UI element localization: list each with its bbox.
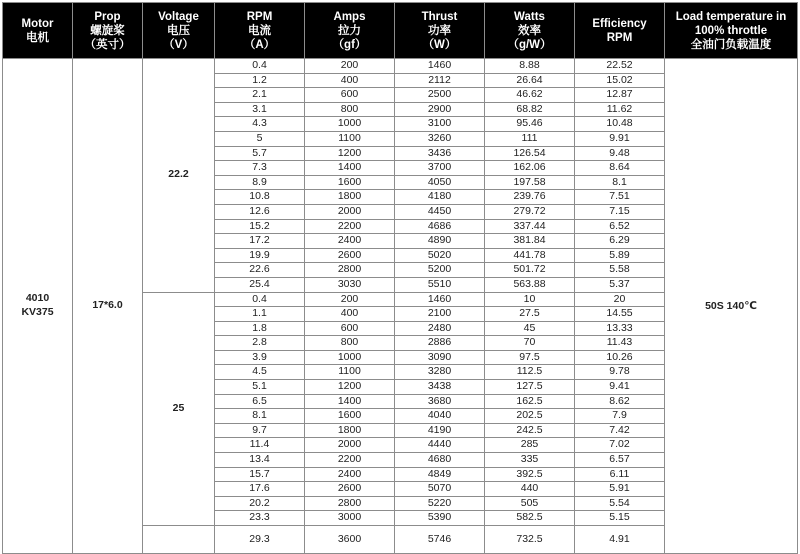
voltage-cell: 25 (143, 292, 215, 526)
header-amps: Amps 拉力 （gf） (305, 3, 395, 59)
amps-cell: 3000 (305, 511, 395, 526)
thrust-cell: 4450 (395, 204, 485, 219)
amps-cell: 200 (305, 59, 395, 74)
thrust-cell: 4849 (395, 467, 485, 482)
watts-cell: 68.82 (485, 102, 575, 117)
watts-cell: 563.88 (485, 277, 575, 292)
watts-cell: 202.5 (485, 409, 575, 424)
amps-cell: 1800 (305, 190, 395, 205)
thrust-cell: 4686 (395, 219, 485, 234)
rpm-cell: 2.8 (215, 336, 305, 351)
amps-cell: 1100 (305, 131, 395, 146)
amps-cell: 1000 (305, 350, 395, 365)
rpm-cell: 13.4 (215, 453, 305, 468)
amps-cell: 200 (305, 292, 395, 307)
amps-cell: 2000 (305, 204, 395, 219)
rpm-cell: 22.6 (215, 263, 305, 278)
table-row (3, 59, 798, 74)
watts-cell: 279.72 (485, 204, 575, 219)
header-row (3, 3, 798, 59)
amps-cell: 600 (305, 321, 395, 336)
header-thrust: Thrust 功率 （W） (395, 3, 485, 59)
efficiency-cell: 5.15 (575, 511, 665, 526)
prop-cell: 17*6.0 (73, 59, 143, 554)
thrust-cell: 4040 (395, 409, 485, 424)
efficiency-cell: 7.51 (575, 190, 665, 205)
efficiency-cell: 4.91 (575, 526, 665, 554)
rpm-cell: 8.9 (215, 175, 305, 190)
thrust-cell: 5746 (395, 526, 485, 554)
amps-cell: 2000 (305, 438, 395, 453)
efficiency-cell: 8.64 (575, 161, 665, 176)
amps-cell: 2800 (305, 263, 395, 278)
header-efficiency: Efficiency RPM (575, 3, 665, 59)
header-prop: Prop 螺旋桨 （英寸） (73, 3, 143, 59)
header-watts: Watts 效率 （g/W） (485, 3, 575, 59)
rpm-cell: 11.4 (215, 438, 305, 453)
efficiency-cell: 5.58 (575, 263, 665, 278)
amps-cell: 3600 (305, 526, 395, 554)
amps-cell: 1400 (305, 161, 395, 176)
watts-cell: 126.54 (485, 146, 575, 161)
thrust-cell: 5220 (395, 496, 485, 511)
watts-cell: 285 (485, 438, 575, 453)
thrust-cell: 3280 (395, 365, 485, 380)
rpm-cell: 25.4 (215, 277, 305, 292)
motor-kv: KV375 (21, 306, 54, 318)
rpm-cell: 1.8 (215, 321, 305, 336)
rpm-cell: 15.2 (215, 219, 305, 234)
thrust-cell: 5070 (395, 482, 485, 497)
thrust-cell: 4890 (395, 234, 485, 249)
motor-cell (3, 59, 73, 554)
rpm-cell: 15.7 (215, 467, 305, 482)
header-voltage: Voltage 电压 （V） (143, 3, 215, 59)
thrust-cell: 3438 (395, 380, 485, 395)
watts-cell: 335 (485, 453, 575, 468)
thrust-cell: 3700 (395, 161, 485, 176)
rpm-cell: 7.3 (215, 161, 305, 176)
rpm-cell: 17.6 (215, 482, 305, 497)
thrust-cell: 4190 (395, 423, 485, 438)
efficiency-cell: 11.62 (575, 102, 665, 117)
watts-cell: 732.5 (485, 526, 575, 554)
watts-cell: 440 (485, 482, 575, 497)
amps-cell: 600 (305, 88, 395, 103)
voltage-cell: 22.2 (143, 59, 215, 293)
thrust-cell: 3090 (395, 350, 485, 365)
rpm-cell: 4.3 (215, 117, 305, 132)
amps-cell: 3030 (305, 277, 395, 292)
efficiency-cell: 7.9 (575, 409, 665, 424)
rpm-cell: 3.1 (215, 102, 305, 117)
thrust-cell: 4680 (395, 453, 485, 468)
watts-cell: 337.44 (485, 219, 575, 234)
watts-cell: 112.5 (485, 365, 575, 380)
header-rpm: RPM 电流 （A） (215, 3, 305, 59)
efficiency-cell: 10.26 (575, 350, 665, 365)
efficiency-cell: 6.11 (575, 467, 665, 482)
thrust-cell: 2500 (395, 88, 485, 103)
watts-cell: 70 (485, 336, 575, 351)
efficiency-cell: 5.54 (575, 496, 665, 511)
watts-cell: 381.84 (485, 234, 575, 249)
efficiency-cell: 9.78 (575, 365, 665, 380)
efficiency-cell: 7.02 (575, 438, 665, 453)
amps-cell: 1800 (305, 423, 395, 438)
efficiency-cell: 6.52 (575, 219, 665, 234)
efficiency-cell: 10.48 (575, 117, 665, 132)
efficiency-cell: 9.41 (575, 380, 665, 395)
rpm-cell: 0.4 (215, 59, 305, 74)
efficiency-cell: 6.29 (575, 234, 665, 249)
watts-cell: 8.88 (485, 59, 575, 74)
thrust-cell: 1460 (395, 292, 485, 307)
amps-cell: 1400 (305, 394, 395, 409)
amps-cell: 1100 (305, 365, 395, 380)
header-motor: Motor 电机 (3, 3, 73, 59)
amps-cell: 800 (305, 336, 395, 351)
rpm-cell: 4.5 (215, 365, 305, 380)
thrust-cell: 5390 (395, 511, 485, 526)
watts-cell: 127.5 (485, 380, 575, 395)
thrust-cell: 1460 (395, 59, 485, 74)
thrust-cell: 4050 (395, 175, 485, 190)
efficiency-cell: 9.48 (575, 146, 665, 161)
watts-cell: 197.58 (485, 175, 575, 190)
watts-cell: 239.76 (485, 190, 575, 205)
header-load-temperature: Load temperature in 100% throttle 全油门负载温度 (665, 3, 798, 59)
watts-cell: 242.5 (485, 423, 575, 438)
rpm-cell: 9.7 (215, 423, 305, 438)
amps-cell: 2800 (305, 496, 395, 511)
rpm-cell: 0.4 (215, 292, 305, 307)
watts-cell: 45 (485, 321, 575, 336)
table-body (3, 59, 798, 554)
rpm-cell: 5.1 (215, 380, 305, 395)
thrust-cell: 5200 (395, 263, 485, 278)
load-temperature-value: 50S 140℃ (705, 300, 757, 312)
rpm-cell: 12.6 (215, 204, 305, 219)
watts-cell: 26.64 (485, 73, 575, 88)
amps-cell: 2200 (305, 453, 395, 468)
amps-cell: 2600 (305, 482, 395, 497)
voltage-empty-cell (143, 526, 215, 554)
thrust-cell: 2900 (395, 102, 485, 117)
rpm-cell: 2.1 (215, 88, 305, 103)
efficiency-cell: 5.89 (575, 248, 665, 263)
thrust-cell: 3436 (395, 146, 485, 161)
rpm-cell: 5 (215, 131, 305, 146)
amps-cell: 1600 (305, 409, 395, 424)
amps-cell: 400 (305, 307, 395, 322)
efficiency-cell: 14.55 (575, 307, 665, 322)
watts-cell: 10 (485, 292, 575, 307)
motor-spec-table (2, 2, 798, 554)
efficiency-cell: 7.15 (575, 204, 665, 219)
amps-cell: 1200 (305, 146, 395, 161)
thrust-cell: 4180 (395, 190, 485, 205)
thrust-cell: 3260 (395, 131, 485, 146)
amps-cell: 400 (305, 73, 395, 88)
rpm-cell: 1.2 (215, 73, 305, 88)
watts-cell: 392.5 (485, 467, 575, 482)
watts-cell: 162.06 (485, 161, 575, 176)
motor-model: 4010 (25, 292, 50, 305)
watts-cell: 46.62 (485, 88, 575, 103)
watts-cell: 501.72 (485, 263, 575, 278)
rpm-cell: 23.3 (215, 511, 305, 526)
watts-cell: 162.5 (485, 394, 575, 409)
load-temperature-cell (665, 59, 798, 554)
watts-cell: 97.5 (485, 350, 575, 365)
rpm-cell: 3.9 (215, 350, 305, 365)
rpm-cell: 19.9 (215, 248, 305, 263)
amps-cell: 2200 (305, 219, 395, 234)
watts-cell: 582.5 (485, 511, 575, 526)
watts-cell: 505 (485, 496, 575, 511)
rpm-cell: 6.5 (215, 394, 305, 409)
amps-cell: 1000 (305, 117, 395, 132)
rpm-cell: 5.7 (215, 146, 305, 161)
watts-cell: 27.5 (485, 307, 575, 322)
amps-cell: 2600 (305, 248, 395, 263)
amps-cell: 2400 (305, 234, 395, 249)
thrust-cell: 2480 (395, 321, 485, 336)
efficiency-cell: 8.62 (575, 394, 665, 409)
thrust-cell: 2100 (395, 307, 485, 322)
efficiency-cell: 5.37 (575, 277, 665, 292)
efficiency-cell: 15.02 (575, 73, 665, 88)
rpm-cell: 10.8 (215, 190, 305, 205)
thrust-cell: 4440 (395, 438, 485, 453)
amps-cell: 800 (305, 102, 395, 117)
efficiency-cell: 5.91 (575, 482, 665, 497)
watts-cell: 95.46 (485, 117, 575, 132)
thrust-cell: 2886 (395, 336, 485, 351)
rpm-cell: 20.2 (215, 496, 305, 511)
thrust-cell: 3680 (395, 394, 485, 409)
thrust-cell: 5020 (395, 248, 485, 263)
efficiency-cell: 20 (575, 292, 665, 307)
efficiency-cell: 9.91 (575, 131, 665, 146)
efficiency-cell: 7.42 (575, 423, 665, 438)
efficiency-cell: 13.33 (575, 321, 665, 336)
rpm-cell: 17.2 (215, 234, 305, 249)
thrust-cell: 5510 (395, 277, 485, 292)
thrust-cell: 3100 (395, 117, 485, 132)
efficiency-cell: 12.87 (575, 88, 665, 103)
efficiency-cell: 6.57 (575, 453, 665, 468)
rpm-cell: 1.1 (215, 307, 305, 322)
efficiency-cell: 22.52 (575, 59, 665, 74)
rpm-cell: 29.3 (215, 526, 305, 554)
watts-cell: 441.78 (485, 248, 575, 263)
amps-cell: 1600 (305, 175, 395, 190)
amps-cell: 1200 (305, 380, 395, 395)
watts-cell: 111 (485, 131, 575, 146)
efficiency-cell: 11.43 (575, 336, 665, 351)
amps-cell: 2400 (305, 467, 395, 482)
efficiency-cell: 8.1 (575, 175, 665, 190)
rpm-cell: 8.1 (215, 409, 305, 424)
thrust-cell: 2112 (395, 73, 485, 88)
